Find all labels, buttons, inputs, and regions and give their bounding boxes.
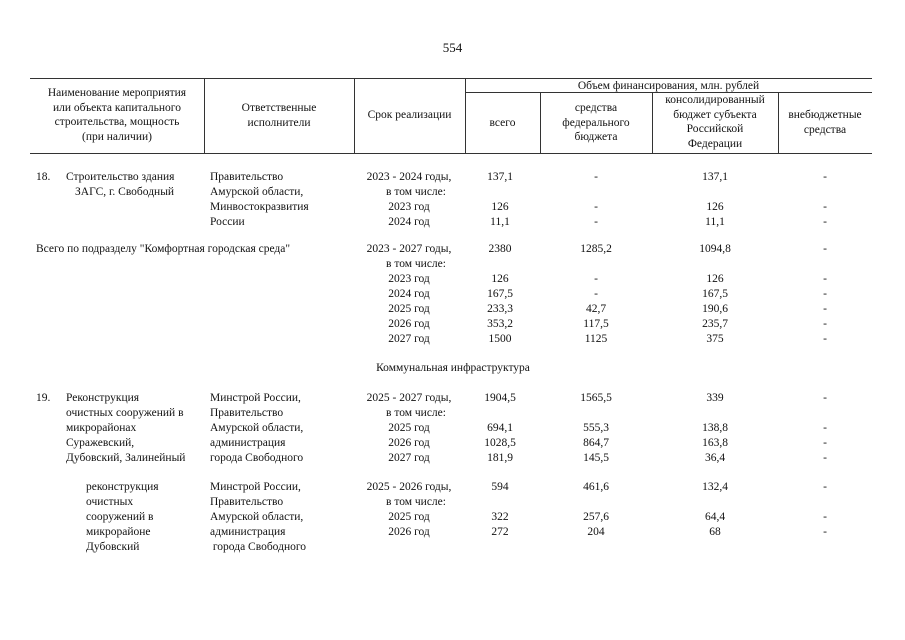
federal-value: -: [594, 273, 598, 285]
row-name-line: микрорайонах: [66, 422, 137, 434]
consolidated-value: 339: [706, 392, 724, 404]
subitem-executor-line: Минстрой России,: [210, 481, 301, 493]
consolidated-value: 163,8: [702, 437, 728, 449]
header-funding-group: Объем финансирования, млн. рублей: [577, 80, 760, 92]
subtotal-period-line: 2024 год: [388, 288, 430, 300]
offbudget-value: -: [823, 243, 827, 255]
subitem-executor-line: администрация: [210, 526, 286, 538]
total-value: 11,1: [490, 216, 510, 228]
subtotal-period-line: 2023 - 2027 годы,: [366, 243, 452, 255]
total-value: 137,1: [487, 171, 513, 183]
header-consolidated-column: консолидированный бюджет субъекта Российской Федерации: [665, 94, 765, 150]
subitem-name-line: сооружений в: [86, 511, 154, 523]
offbudget-value: -: [823, 422, 827, 434]
row-executor-line: Правительство: [210, 171, 284, 183]
consolidated-value: 235,7: [702, 318, 728, 330]
federal-value: 257,6: [583, 511, 609, 523]
federal-value: 42,7: [585, 303, 607, 315]
offbudget-value: -: [823, 288, 827, 300]
row-executor-line: города Свободного: [210, 452, 304, 464]
row-number: 19.: [36, 392, 51, 404]
total-value: 233,3: [487, 303, 513, 315]
federal-value: 1125: [584, 333, 608, 345]
row-executor-line: Правительство: [210, 407, 284, 419]
row-executor-line: России: [210, 216, 245, 228]
row-name-line: Дубовский, Залинейный: [66, 452, 186, 464]
header-period-column: Срок реализации: [367, 109, 452, 121]
total-value: 594: [491, 481, 509, 493]
federal-value: 555,3: [583, 422, 609, 434]
offbudget-value: -: [823, 392, 827, 404]
total-value: 126: [491, 201, 509, 213]
subitem-period-line: 2025 - 2026 годы,: [366, 481, 452, 493]
subitem-name-line: микрорайоне: [86, 526, 151, 538]
total-value: 167,5: [487, 288, 513, 300]
total-value: 322: [491, 511, 509, 523]
row-period-line: 2026 год: [388, 437, 430, 449]
total-value: 272: [491, 526, 509, 538]
row-period-line: 2025 год: [388, 422, 430, 434]
federal-value: -: [594, 171, 598, 183]
subitem-name-line: реконструкция: [86, 481, 159, 493]
subitem-name-line: очистных: [86, 496, 134, 508]
header-name-column: Наименование мероприятия или объекта капитального строительства, мощность (при наличии): [47, 87, 187, 143]
row-period-line: 2024 год: [388, 216, 430, 228]
subitem-executor-line: Правительство: [210, 496, 284, 508]
row-period-line: 2025 - 2027 годы,: [366, 392, 452, 404]
row-period-line: в том числе:: [386, 186, 446, 198]
subtotal-label: Всего по подразделу "Комфортная городская среда": [36, 243, 291, 255]
consolidated-value: 138,8: [702, 422, 728, 434]
subtotal-period-line: 2025 год: [388, 303, 430, 315]
federal-value: 1565,5: [580, 392, 612, 404]
offbudget-value: -: [823, 273, 827, 285]
subtotal-period-line: 2026 год: [388, 318, 430, 330]
row-period-line: в том числе:: [386, 407, 446, 419]
row-executor-line: Амурской области,: [210, 186, 304, 198]
consolidated-value: 68: [709, 526, 721, 538]
subitem-period-line: 2026 год: [388, 526, 430, 538]
header-executors-column: Ответственные исполнители: [241, 102, 317, 129]
federal-value: -: [594, 288, 598, 300]
federal-value: 117,5: [583, 318, 609, 330]
federal-value: 204: [587, 526, 605, 538]
subitem-executor-line: Амурской области,: [210, 511, 304, 523]
total-value: 181,9: [487, 452, 513, 464]
row-period-line: 2027 год: [388, 452, 430, 464]
offbudget-value: -: [823, 171, 827, 183]
header-federal-column: средства федерального бюджета: [562, 102, 630, 143]
total-value: 1904,5: [484, 392, 516, 404]
offbudget-value: -: [823, 333, 827, 345]
federal-value: 864,7: [583, 437, 609, 449]
row-executor-line: Минстрой России,: [210, 392, 301, 404]
total-value: 1028,5: [484, 437, 516, 449]
offbudget-value: -: [823, 481, 827, 493]
subitem-executor-line: города Свободного: [210, 541, 307, 553]
offbudget-value: -: [823, 526, 827, 538]
page-number: 554: [442, 40, 463, 55]
offbudget-value: -: [823, 511, 827, 523]
subitem-name-line: Дубовский: [86, 541, 140, 553]
consolidated-value: 167,5: [702, 288, 728, 300]
row-executor-line: администрация: [210, 437, 286, 449]
consolidated-value: 64,4: [704, 511, 726, 523]
subitem-period-line: 2025 год: [388, 511, 430, 523]
row-period-line: 2023 год: [388, 201, 430, 213]
consolidated-value: 132,4: [702, 481, 728, 493]
total-value: 694,1: [487, 422, 513, 434]
row-name-line: Суражевский,: [66, 437, 135, 449]
row-name-line: ЗАГС, г. Свободный: [75, 186, 175, 198]
federal-value: -: [594, 216, 598, 228]
total-value: 1500: [488, 333, 512, 345]
subtotal-period-line: 2023 год: [388, 273, 430, 285]
offbudget-value: -: [823, 318, 827, 330]
offbudget-value: -: [823, 437, 827, 449]
consolidated-value: 190,6: [702, 303, 728, 315]
row-name-line: Реконструкция: [66, 392, 140, 404]
offbudget-value: -: [823, 303, 827, 315]
federal-value: 461,6: [583, 481, 609, 493]
header-total-column: всего: [489, 117, 516, 129]
row-number: 18.: [36, 171, 51, 183]
federal-value: 145,5: [583, 452, 609, 464]
consolidated-value: 11,1: [705, 216, 725, 228]
consolidated-value: 126: [706, 201, 724, 213]
consolidated-value: 1094,8: [699, 243, 731, 255]
subitem-period-line: в том числе:: [386, 496, 446, 508]
total-value: 353,2: [487, 318, 513, 330]
federal-value: -: [594, 201, 598, 213]
consolidated-value: 137,1: [702, 171, 728, 183]
row-executor-line: Амурской области,: [210, 422, 304, 434]
row-name-line: Строительство здания: [66, 171, 175, 183]
federal-value: 1285,2: [580, 243, 612, 255]
consolidated-value: 36,4: [704, 452, 726, 464]
consolidated-value: 375: [706, 333, 724, 345]
subtotal-period-line: 2027 год: [388, 333, 430, 345]
consolidated-value: 126: [706, 273, 724, 285]
offbudget-value: -: [823, 452, 827, 464]
section-title: Коммунальная инфраструктура: [376, 362, 530, 374]
row-period-line: 2023 - 2024 годы,: [366, 171, 452, 183]
total-value: 126: [491, 273, 509, 285]
total-value: 2380: [488, 243, 512, 255]
row-executor-line: Минвостокразвития: [210, 201, 309, 213]
offbudget-value: -: [823, 216, 827, 228]
offbudget-value: -: [823, 201, 827, 213]
subtotal-period-line: в том числе:: [386, 258, 446, 270]
header-bottom-border: [30, 153, 872, 154]
row-name-line: очистных сооружений в: [66, 407, 184, 419]
header-offbudget-column: внебюджетные средства: [788, 109, 862, 136]
